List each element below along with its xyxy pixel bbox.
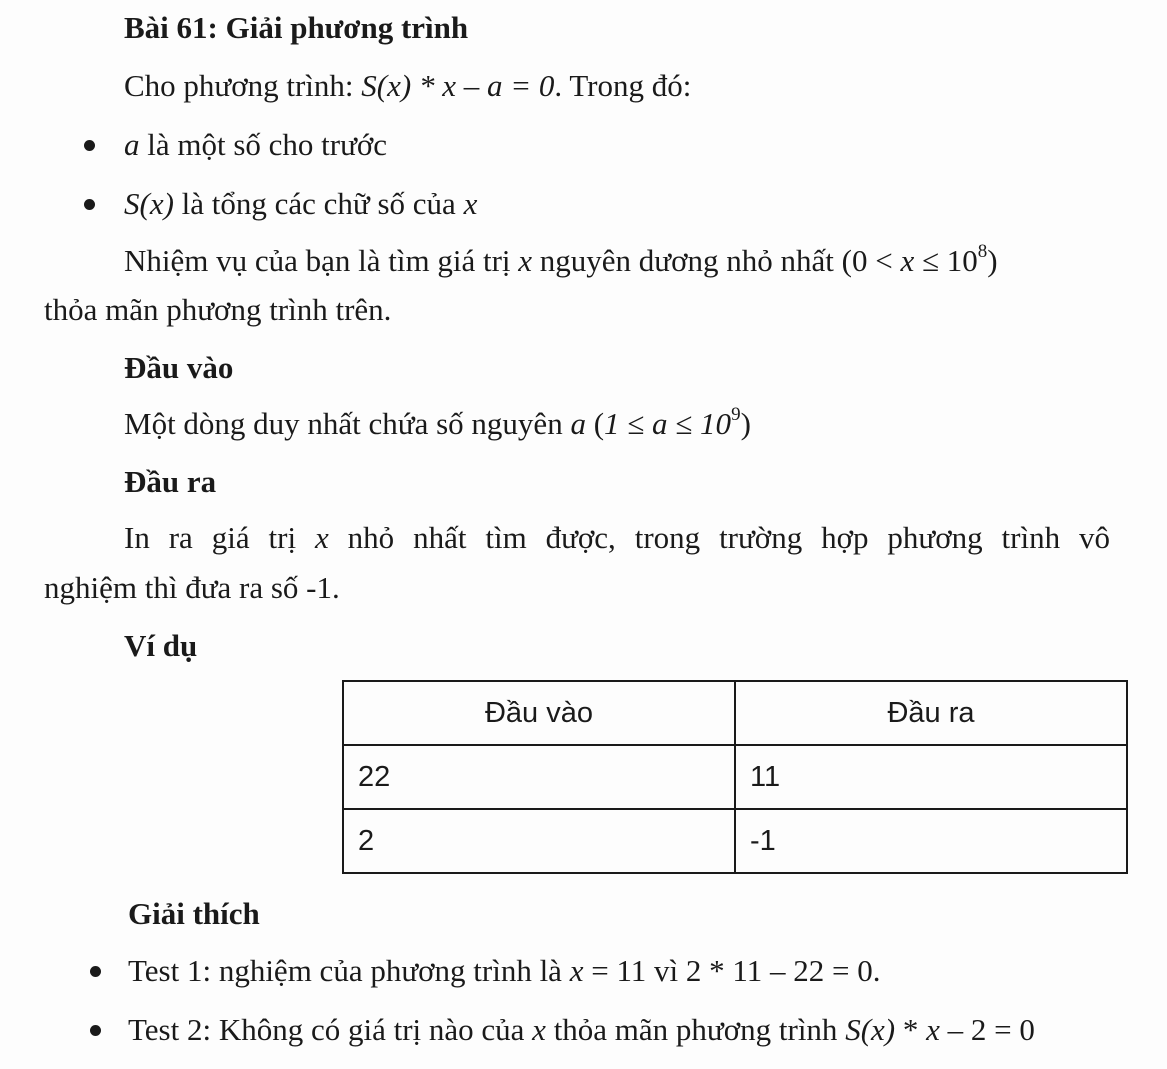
explanation-math: S(x) xyxy=(845,1012,896,1047)
bullet-text: là tổng các chữ số của xyxy=(173,186,464,221)
explanation-text: Test 1: nghiệm của phương trình là xyxy=(128,953,570,988)
output-word: nhất xyxy=(413,520,467,555)
output-word: ra xyxy=(168,520,193,555)
task-line-2: thỏa mãn phương trình trên. xyxy=(44,292,392,327)
bullet-text: là một số cho trước xyxy=(139,127,388,162)
output-word: trường xyxy=(719,520,803,555)
explanation-text: thỏa mãn phương trình xyxy=(545,1012,846,1047)
output-heading: Đầu ra xyxy=(124,464,217,499)
output-word: nhỏ xyxy=(347,520,395,555)
output-word: hợp xyxy=(821,520,869,555)
explanation-var: x xyxy=(569,953,584,988)
bullet-item-sx xyxy=(124,184,477,224)
input-description xyxy=(124,404,751,444)
intro-equation: S(x) * x – a = 0 xyxy=(361,68,555,103)
problem-title: Bài 61: Giải phương trình xyxy=(124,10,469,45)
input-math: 1 ≤ a ≤ 10 xyxy=(604,406,732,441)
task-line-1 xyxy=(124,241,998,281)
intro-suffix: . Trong đó: xyxy=(554,68,692,103)
task-text: nguyên dương nhỏ nhất (0 < xyxy=(532,243,901,278)
task-text: Nhiệm vụ của bạn là tìm giá trị xyxy=(124,243,519,278)
bullet-dot xyxy=(90,966,101,977)
table-row xyxy=(343,745,1127,809)
bullet-dot xyxy=(84,199,95,210)
output-word: tìm xyxy=(485,520,527,555)
explanation-text: – 2 = 0 xyxy=(939,1012,1035,1047)
output-word: được, xyxy=(545,520,616,555)
output-word: trị xyxy=(268,520,297,555)
task-var: x xyxy=(518,243,533,278)
bullet-var2: x xyxy=(463,186,478,221)
output-word: In xyxy=(124,520,150,555)
table-cell-input: 2 xyxy=(343,809,735,873)
task-text: ≤ 10 xyxy=(914,243,978,278)
output-word: vô xyxy=(1079,520,1110,555)
input-text: ) xyxy=(740,406,751,441)
intro-prefix: Cho phương trình: xyxy=(124,68,362,103)
output-word: giá xyxy=(211,520,250,555)
example-table xyxy=(342,680,1128,874)
explanation-text: * xyxy=(895,1012,927,1047)
task-text: ) xyxy=(987,243,998,278)
input-heading: Đầu vào xyxy=(124,350,234,385)
explanation-text: Test 2: Không có giá trị nào của xyxy=(128,1012,533,1047)
output-word: x xyxy=(314,520,329,555)
bullet-var: S(x) xyxy=(124,186,174,221)
task-var: x xyxy=(900,243,915,278)
table-cell-output: 11 xyxy=(735,745,1127,809)
input-text: Một dòng duy nhất chứa số nguyên xyxy=(124,406,571,441)
table-cell-input: 22 xyxy=(343,745,735,809)
explanation-heading: Giải thích xyxy=(128,896,260,931)
explanation-var: x xyxy=(532,1012,546,1047)
output-word: trong xyxy=(634,520,701,555)
explanation-var: x xyxy=(926,1012,940,1047)
bullet-item-a xyxy=(124,125,387,165)
input-var: a xyxy=(570,406,586,441)
task-exponent: 8 xyxy=(977,241,988,262)
bullet-dot xyxy=(84,140,95,151)
output-word: trình xyxy=(1001,520,1061,555)
intro-line xyxy=(124,66,691,106)
explanation-test-2 xyxy=(128,1010,1035,1050)
output-line-2: nghiệm thì đưa ra số -1. xyxy=(44,570,340,605)
input-text: ( xyxy=(585,406,605,441)
table-header-row xyxy=(343,681,1127,745)
column-header-output: Đầu ra xyxy=(735,681,1127,745)
input-exponent: 9 xyxy=(731,404,741,425)
bullet-dot xyxy=(90,1025,101,1036)
column-header-input: Đầu vào xyxy=(343,681,735,745)
output-word: phương xyxy=(887,520,983,555)
table-row xyxy=(343,809,1127,873)
table-cell-output: -1 xyxy=(735,809,1127,873)
output-line-1 xyxy=(124,518,1110,558)
explanation-test-1 xyxy=(128,951,881,991)
bullet-var: a xyxy=(124,127,140,162)
explanation-text: = 11 vì 2 * 11 – 22 = 0. xyxy=(583,953,881,988)
example-heading: Ví dụ xyxy=(124,628,198,663)
